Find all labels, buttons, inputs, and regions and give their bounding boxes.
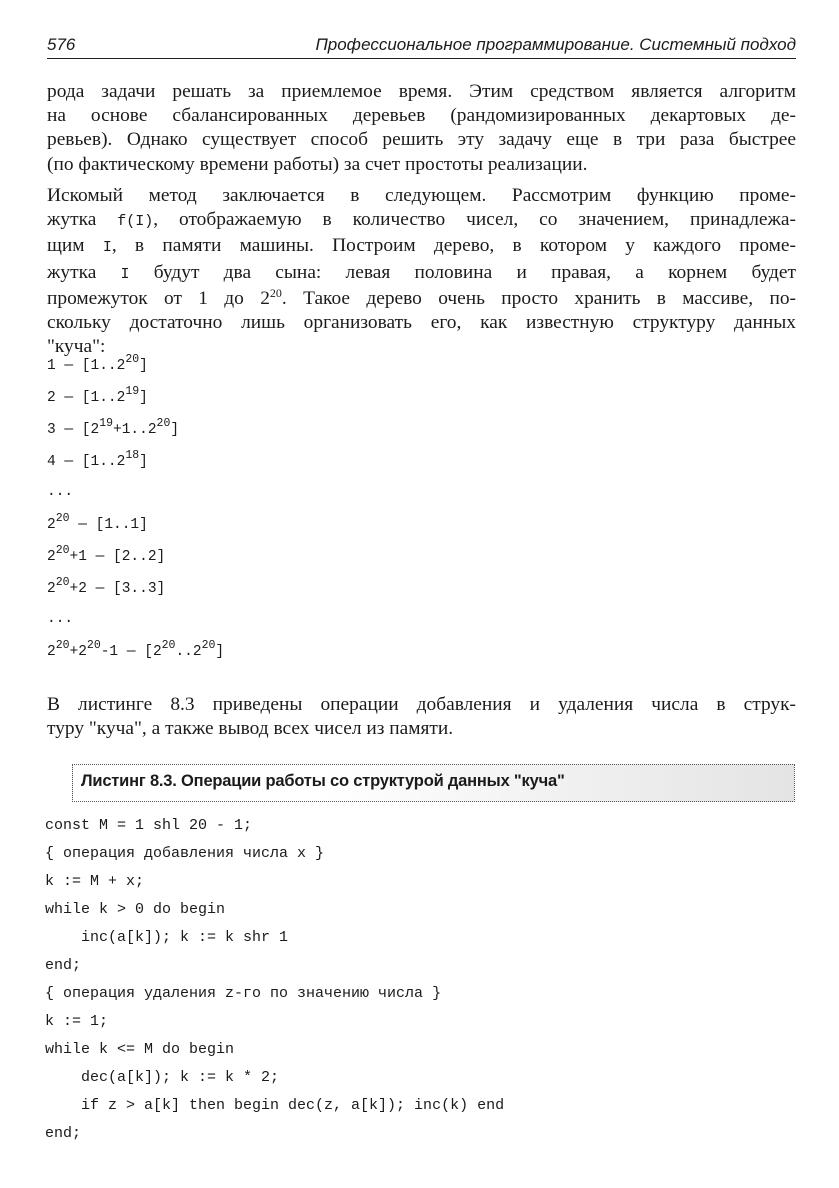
paragraph-line: щим I, в памяти машины. Построим дерево, в котором у каждого проме- [47, 235, 796, 257]
code-line: while k <= M do begin [45, 1041, 235, 1058]
heap-line: 3 — $[2^{19}+1..2^{20}]$ [47, 417, 180, 438]
code-line: while k > 0 do begin [45, 901, 226, 918]
page-number: 576 [47, 35, 76, 54]
page-header [47, 34, 796, 59]
code-line: k := 1; [45, 1013, 109, 1030]
listing-title: Листинг 8.3. Операции работы со структурой данных "куча" [81, 772, 565, 790]
paragraph-2 [47, 184, 796, 359]
heap-line: 4 — [1..2$^{18}$] [47, 449, 148, 470]
paragraph-line: рода задачи решать за приемлемое время. Этим средством является алгоритм [47, 81, 796, 102]
heap-line: $2^{20}+1$ — [2..2] [47, 544, 166, 565]
inline-code: f(I) [117, 213, 154, 231]
paragraph-line: "куча": [47, 336, 106, 358]
paragraph-line: Искомый метод заключается в следующем. Рассмотрим функцию проме- [47, 185, 796, 206]
paragraph-line: промежуток от 1 до $2^{20}$. Такое дерево очень просто хранить в массиве, по- [47, 285, 796, 309]
code-line: end; [45, 1125, 82, 1142]
paragraph-line: (по фактическому времени работы) за счет простоты реализации. [47, 153, 588, 175]
code-line: { операция удаления z-го по значению числа } [45, 985, 442, 1002]
code-line: if z > a[k] then begin dec(z, a[k]); inc(k) end [45, 1097, 505, 1114]
code-line: { операция добавления числа x } [45, 845, 325, 862]
paragraph-line: жутка I будут два сына: левая половина и правая, а корнем будет [47, 261, 796, 283]
code-line: k := M + x; [45, 873, 145, 890]
heap-line: $2^{20}+2^{20}-1$ — $[2^{20}..2^{20}]$ [47, 639, 225, 660]
paragraph-3 [47, 693, 796, 741]
paragraph-line: на основе сбалансированных деревьев (рандомизированных декартовых де- [47, 105, 796, 127]
code-line: end; [45, 957, 82, 974]
paragraph-line: ревьев). Однако существует способ решить эту задачу еще в три раза быстрее [47, 129, 796, 151]
heap-line: ... [47, 611, 74, 627]
code-line: const M = 1 shl 20 - 1; [45, 817, 253, 834]
inline-code: I [102, 239, 112, 257]
heap-line: 2 — [1..2$^{19}$] [47, 385, 148, 406]
paragraph-line: туру "куча", а также вывод всех чисел из памяти. [47, 718, 454, 740]
inline-code: I [120, 265, 130, 283]
code-line: dec(a[k]); k := k * 2; [45, 1069, 280, 1086]
heap-line: $2^{20}+2$ — [3..3] [47, 576, 166, 597]
paragraph-line: В листинге 8.3 приведены операции добавления и удаления числа в струк- [47, 694, 796, 715]
heap-line: ... [47, 484, 74, 500]
paragraph-line: жутка f(I), отображаемую в количество чисел, со значением, принадлежа- [47, 209, 796, 231]
heap-line: $2^{20}$ — [1..1] [47, 512, 148, 533]
paragraph-1 [47, 80, 796, 177]
paragraph-line: скольку достаточно лишь организовать его, как известную структуру данных [47, 312, 796, 334]
heap-line: 1 — [1..2$^{20}$] [47, 353, 148, 374]
code-line: inc(a[k]); k := k shr 1 [45, 929, 289, 946]
superscript: 20 [269, 285, 282, 300]
listing-caption-bar [72, 764, 795, 802]
running-title: Профессиональное программирование. Системный подход [315, 35, 796, 54]
